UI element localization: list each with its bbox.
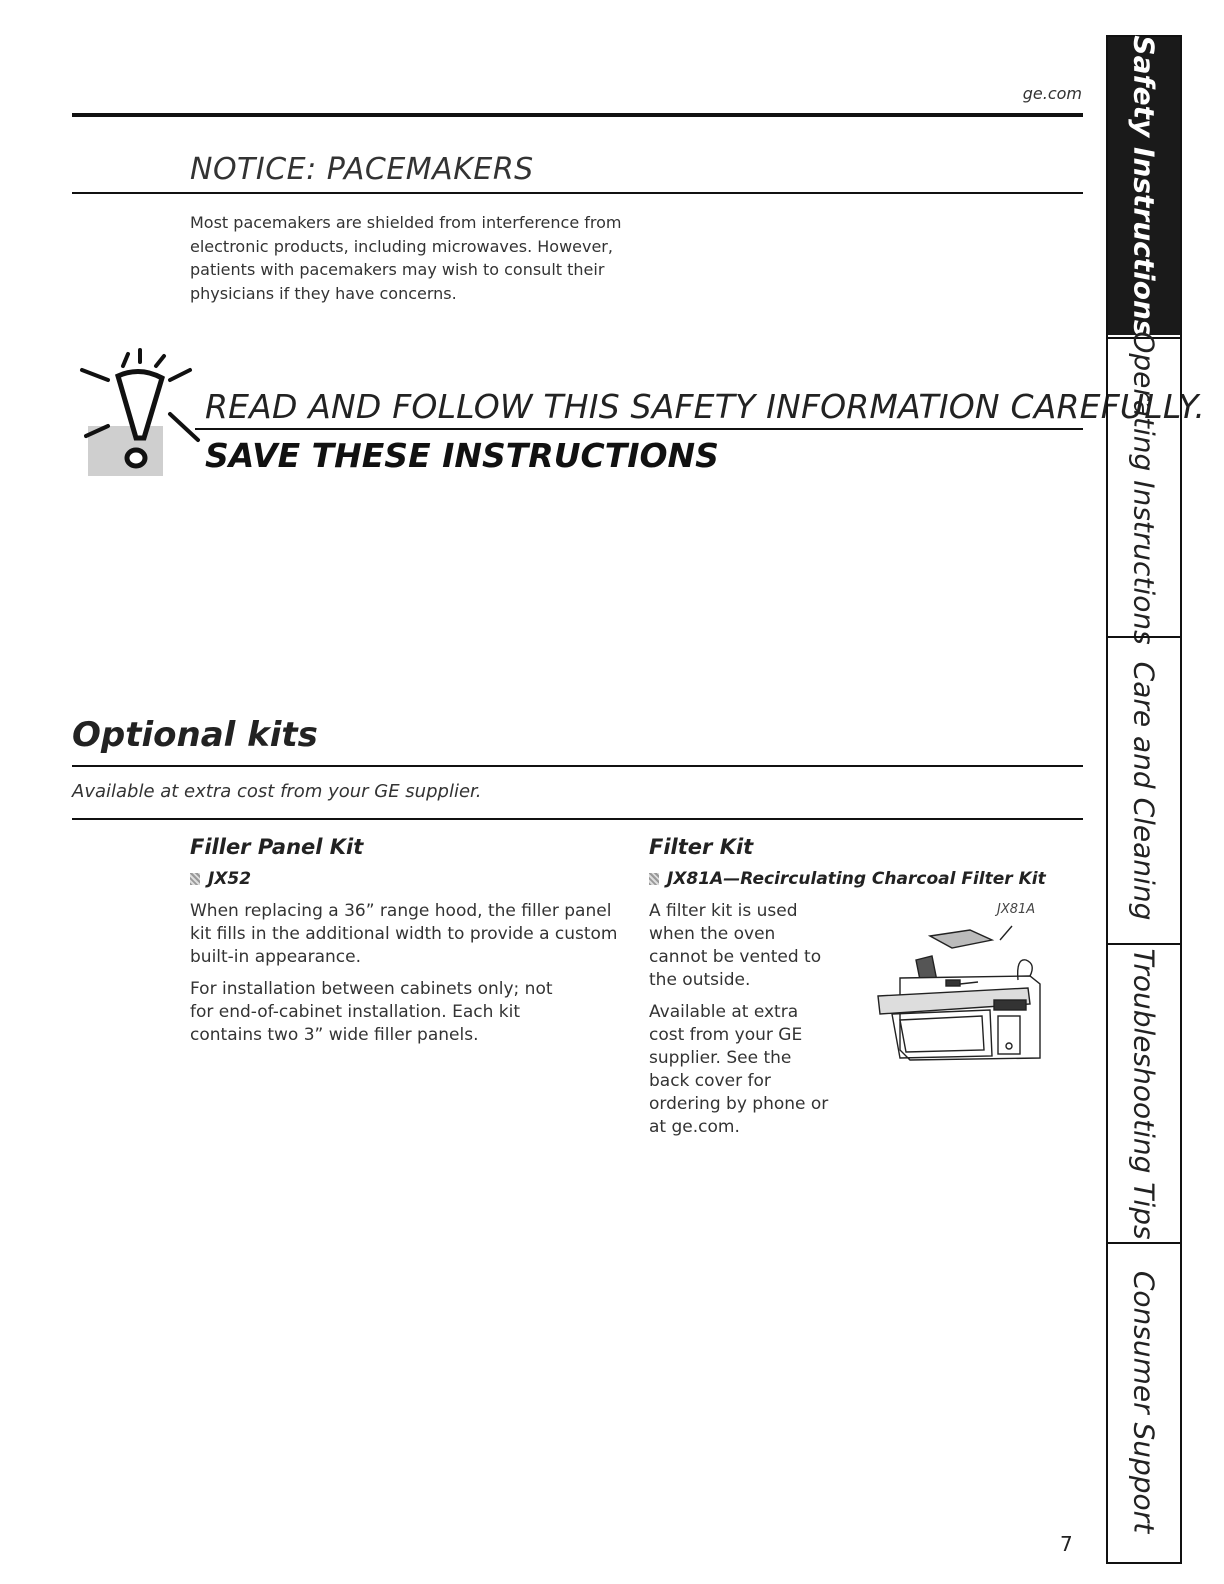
notice-title: NOTICE: PACEMAKERS <box>190 152 534 187</box>
bullet-icon <box>190 873 200 885</box>
section-subrule <box>72 818 1083 820</box>
tab-consumer-support[interactable] <box>1108 1242 1180 1560</box>
notice-body: Most pacemakers are shielded from interference from electronic products, including microwaves. However, patients with pacemakers may wish to consult their physicians if they have concerns. <box>190 213 622 303</box>
tab-troubleshooting-tips[interactable] <box>1108 943 1180 1242</box>
kit-heading: Filter Kit <box>649 835 754 859</box>
bullet-icon <box>649 873 659 885</box>
tab-label: Safety Instructions <box>1127 35 1161 337</box>
notice-rule <box>72 192 1083 194</box>
tab-label: Operating Instructions <box>1127 330 1161 645</box>
kit-model <box>190 869 620 889</box>
safety-read-heading: READ AND FOLLOW THIS SAFETY INFORMATION CAREFULLY. <box>205 387 1206 426</box>
header-rule <box>72 113 1083 117</box>
warning-exclamation-icon <box>78 348 203 478</box>
tab-label: Care and Cleaning <box>1127 661 1161 920</box>
safety-rule <box>195 428 1083 430</box>
tab-operating-instructions[interactable] <box>1108 330 1180 645</box>
kit-heading: Filler Panel Kit <box>190 835 364 859</box>
kit-paragraph: For installation between cabinets only; not for end-of-cabinet installation. Each kit contains two 3” wide filler panels. <box>190 979 553 1045</box>
microwave-filter-illustration <box>870 918 1050 1068</box>
kit-paragraph: A filter kit is used when the oven cannot be vented to the outside. <box>649 901 822 990</box>
tab-label: Troubleshooting Tips <box>1127 947 1161 1240</box>
filler-panel-kit <box>190 835 620 1047</box>
kit-paragraph: Available at extra cost from your GE supplier. See the back cover for ordering by phone or at ge.com. <box>649 1002 829 1137</box>
kit-model-label: JX52 <box>208 869 252 889</box>
figure-label: JX81A <box>997 902 1036 917</box>
page-number: 7 <box>1060 1532 1073 1556</box>
section-title: Optional kits <box>72 715 318 755</box>
safety-save-heading: SAVE THESE INSTRUCTIONS <box>205 436 719 475</box>
tab-label: Consumer Support <box>1127 1270 1161 1534</box>
kit-paragraph: When replacing a 36” range hood, the filler panel kit fills in the additional width to provide a custom built-in appearance. <box>190 901 618 967</box>
tab-safety-instructions[interactable] <box>1108 37 1180 335</box>
kit-model <box>649 869 1069 889</box>
section-rule <box>72 765 1083 767</box>
section-subtitle: Available at extra cost from your GE supplier. <box>72 781 482 802</box>
site-url: ge.com <box>1022 84 1082 103</box>
section-tabs <box>1106 35 1182 1564</box>
kit-model-label: JX81A—Recirculating Charcoal Filter Kit <box>667 869 1046 889</box>
tab-care-and-cleaning[interactable] <box>1108 636 1180 943</box>
